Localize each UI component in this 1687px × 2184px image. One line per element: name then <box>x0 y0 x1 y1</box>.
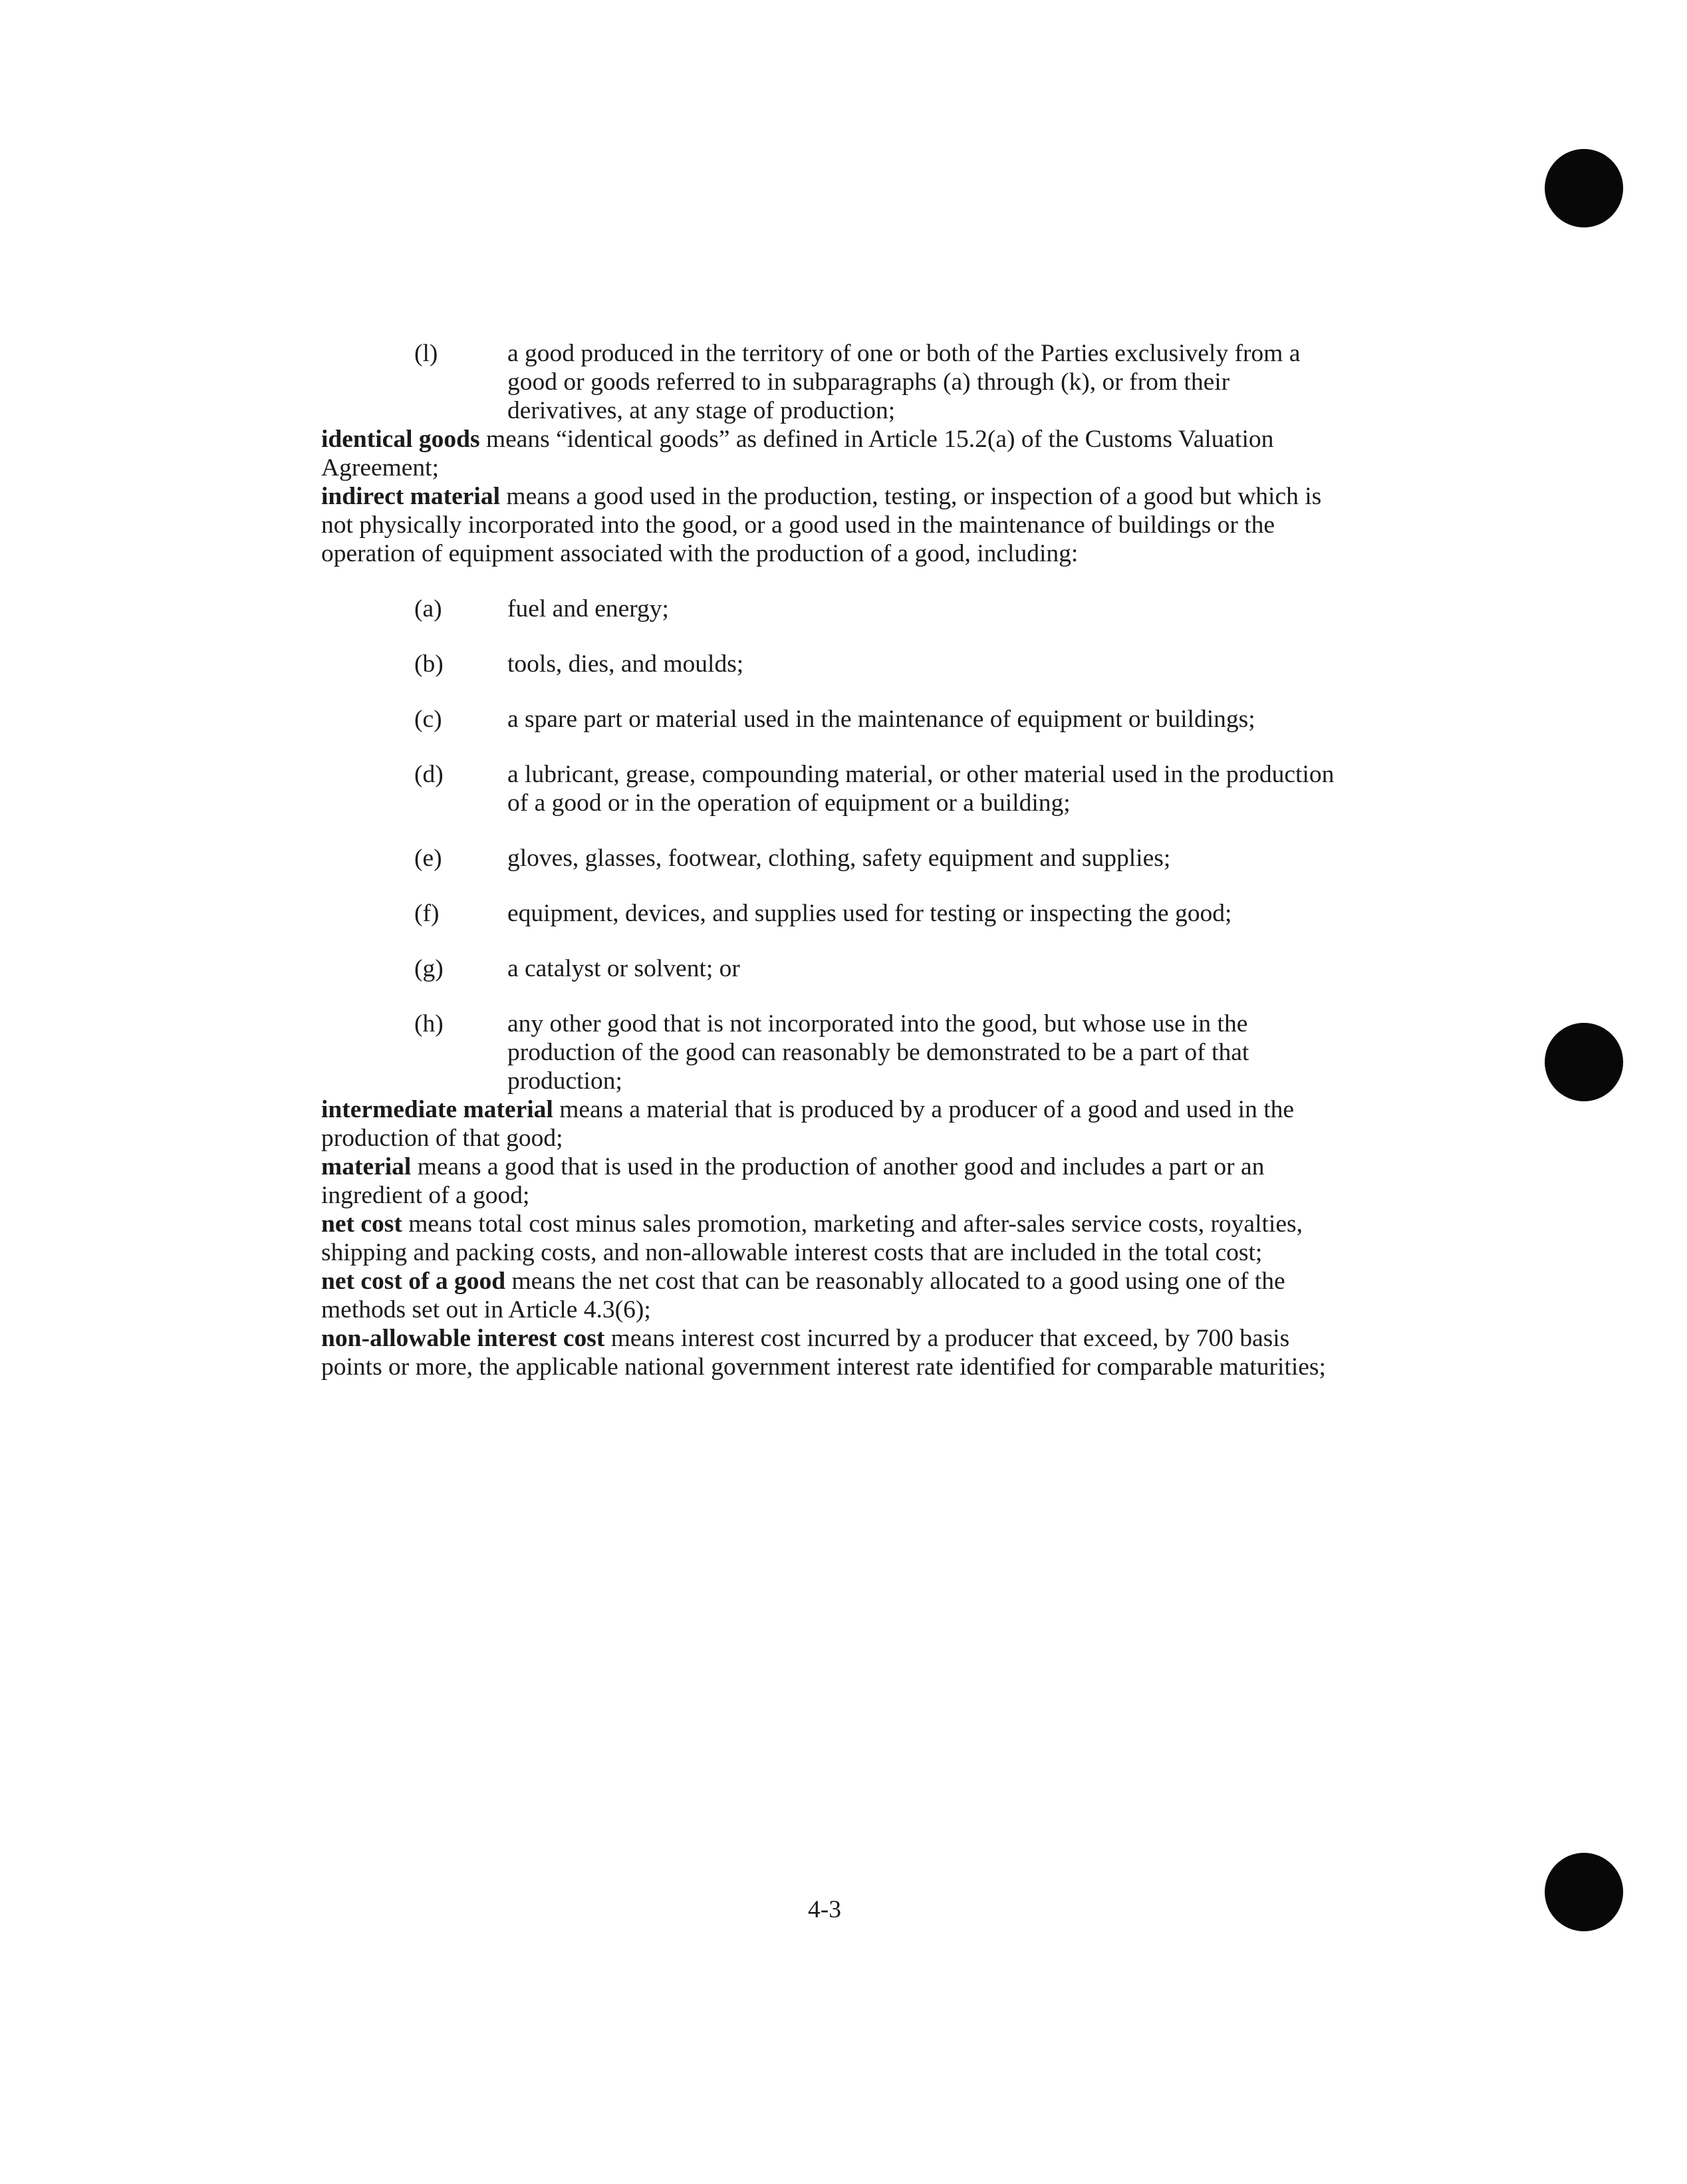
list-item-a <box>414 595 1345 623</box>
document-body <box>321 339 1345 1381</box>
list-item-d <box>414 760 1345 817</box>
definition-net-cost <box>321 1210 1345 1267</box>
definition-intermediate-material <box>321 1095 1345 1153</box>
definition-identical-goods <box>321 425 1345 482</box>
list-item-text: equipment, devices, and supplies used for testing or inspecting the good; <box>507 900 1232 927</box>
definition-text: means interest cost incurred by a producer that exceed, by 700 basis points or more, the applicable national government interest rate identified for comparable maturities; <box>321 1325 1326 1381</box>
list-item-text: a spare part or material used in the maintenance of equipment or buildings; <box>507 706 1255 733</box>
list-item-label: (e) <box>414 845 442 872</box>
definition-term: indirect material <box>321 483 501 510</box>
definition-term: intermediate material <box>321 1096 553 1123</box>
definition-indirect-material <box>321 482 1345 568</box>
definition-term: material <box>321 1153 412 1180</box>
list-item-text: tools, dies, and moulds; <box>507 650 744 678</box>
definition-material <box>321 1153 1345 1210</box>
list-item-label: (h) <box>414 1010 444 1037</box>
list-item-l <box>414 339 1345 425</box>
list-item-label: (a) <box>414 595 442 622</box>
list-item-f <box>414 899 1345 928</box>
list-item-text: a good produced in the territory of one or both of the Parties exclusively from a good or goods referred to in subparagraphs (a) through (k), or from their derivatives, at any stage of production; <box>507 340 1301 424</box>
definition-text: means a good used in the production, testing, or inspection of a good but which is not physically incorporated into the good, or a good used in the maintenance of buildings or the operation of equipment associated with the production of a good, including: <box>321 483 1322 567</box>
definition-term: net cost <box>321 1210 402 1238</box>
definition-term: non-allowable interest cost <box>321 1325 605 1352</box>
list-item-label: (g) <box>414 955 444 982</box>
definition-text: means “identical goods” as defined in Article 15.2(a) of the Customs Valuation Agreement; <box>321 426 1274 481</box>
list-item-b <box>414 650 1345 678</box>
list-item-label: (b) <box>414 650 444 678</box>
punch-hole-top <box>1545 149 1623 227</box>
list-item-text: any other good that is not incorporated into the good, but whose use in the production of the good can reasonably be demonstrated to be a part of that production; <box>507 1010 1249 1095</box>
definition-non-allowable-interest-cost <box>321 1324 1345 1381</box>
definition-text: means the net cost that can be reasonably allocated to a good using one of the methods set out in Article 4.3(6); <box>321 1268 1285 1323</box>
list-item-text: a catalyst or solvent; or <box>507 955 740 982</box>
definition-net-cost-of-a-good <box>321 1267 1345 1324</box>
definition-text: means a material that is produced by a producer of a good and used in the production of that good; <box>321 1096 1295 1152</box>
definition-term: net cost of a good <box>321 1268 506 1295</box>
list-item-text: fuel and energy; <box>507 595 669 622</box>
list-item-e <box>414 844 1345 873</box>
definition-text: means total cost minus sales promotion, marketing and after-sales service costs, royalties, shipping and packing costs, and non-allowable interest costs that are included in the total cost; <box>321 1210 1303 1266</box>
punch-hole-middle <box>1545 1023 1623 1101</box>
list-item-c <box>414 705 1345 734</box>
definition-text: means a good that is used in the production of another good and includes a part or an ingredient of a good; <box>321 1153 1265 1209</box>
list-item-text: a lubricant, grease, compounding material, or other material used in the production of a good or in the operation of equipment or a building; <box>507 761 1335 817</box>
list-item-g <box>414 954 1345 983</box>
list-item-label: (d) <box>414 761 444 788</box>
list-item-h <box>414 1010 1345 1095</box>
list-item-label: (c) <box>414 706 442 733</box>
list-item-text: gloves, glasses, footwear, clothing, safety equipment and supplies; <box>507 845 1171 872</box>
list-item-label: (f) <box>414 900 440 927</box>
page-number: 4-3 <box>808 1896 841 1923</box>
definition-term: identical goods <box>321 426 480 453</box>
list-item-label: (l) <box>414 340 438 367</box>
